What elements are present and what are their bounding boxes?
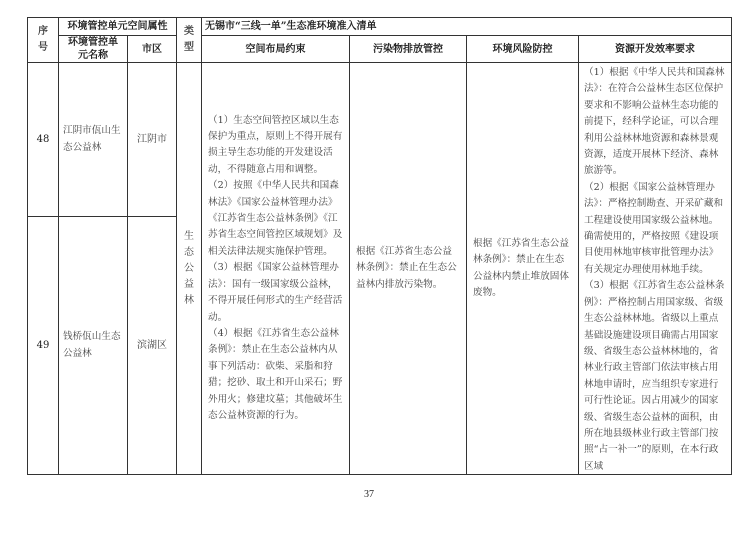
row-no: 48	[28, 63, 59, 217]
row-district: 滨湖区	[128, 217, 177, 475]
row-no: 49	[28, 217, 59, 475]
spatial-item: （2）按照《中华人民共和国森林法》《国家公益林管理办法》《江苏省生态公益林条例》《江苏省生态空间管控区域规划》及相关法律法规实施保护管理。	[208, 180, 343, 257]
row-unit-name: 钱桥佤山生态公益林	[59, 217, 128, 475]
header-district: 市区	[128, 36, 177, 63]
resource-item: （2）根据《国家公益林管理办法》：严格控制勘查、开采矿藏和工程建设使用国家级公益林地。确需使用的，严格按照《建设项目使用林地审核审批管理办法》有关规定办理使用林地手续。	[584, 181, 724, 275]
header-no: 序号	[28, 18, 59, 63]
row-type: 生态公益林	[177, 63, 202, 475]
header-pollution: 污染物排放管控	[350, 36, 467, 63]
risk-control: 根据《江苏省生态公益林条例》：禁止在生态公益林内禁止堆放固体废物。	[467, 63, 579, 475]
page-number: 37	[364, 489, 374, 500]
resource-efficiency	[579, 63, 732, 475]
spatial-item: （1）生态空间管控区域以生态保护为重点，原则上不得开展有损主导生态功能的开发建设活动，不得随意占用和调整。	[208, 114, 343, 175]
header-type: 类型	[177, 18, 202, 63]
spatial-item: （3）根据《国家公益林管理办法》：国有一级国家级公益林，不得开展任何形式的生产经营活动。	[208, 262, 343, 323]
pollution-control: 根据《江苏省生态公益林条例》：禁止在生态公益林内排放污染物。	[350, 63, 467, 475]
environmental-access-table	[27, 17, 732, 475]
table-row	[28, 63, 732, 217]
header-unit-name: 环境管控单元名称	[59, 36, 128, 63]
header-resource: 资源开发效率要求	[579, 36, 732, 63]
resource-item: （1）根据《中华人民共和国森林法》：在符合公益林生态区位保护要求和不影响公益林生态功能的前提下，经科学论证，可以合理利用公益林林地资源和森林景观资源，适度开展林下经济、森林旅游等。	[584, 67, 725, 177]
header-unit-group: 环境管控单元空间属性	[59, 18, 177, 36]
spatial-constraints	[202, 63, 350, 475]
resource-item: （3）根据《江苏省生态公益林条例》：严格控制占用国家级、省级生态公益林林地。省级以上重点基础设施建设项目确需占用国家级、省级生态公益林林地的，省林业行政主管部门依法审核占用林地申请时，应当组织专家进行可行性论证。因占用减少的国家级、省级生态公益林的面积，由所在地县级林业行政主管部门按照“占一补一”的原则，在本行政区域	[584, 280, 725, 472]
spatial-item: （4）根据《江苏省生态公益林条例》：禁止在生态公益林内从事下列活动：砍柴、采脂和狩猎；挖砂、取土和开山采石；野外用火；修建坟墓；其他破坏生态公益林资源的行为。	[208, 327, 343, 421]
row-unit-name: 江阴市佤山生态公益林	[59, 63, 128, 217]
header-risk: 环境风险防控	[467, 36, 579, 63]
row-district: 江阴市	[128, 63, 177, 217]
header-list-title: 无锡市“三线一单”生态准环境准入清单	[202, 18, 732, 36]
header-spatial: 空间布局约束	[202, 36, 350, 63]
